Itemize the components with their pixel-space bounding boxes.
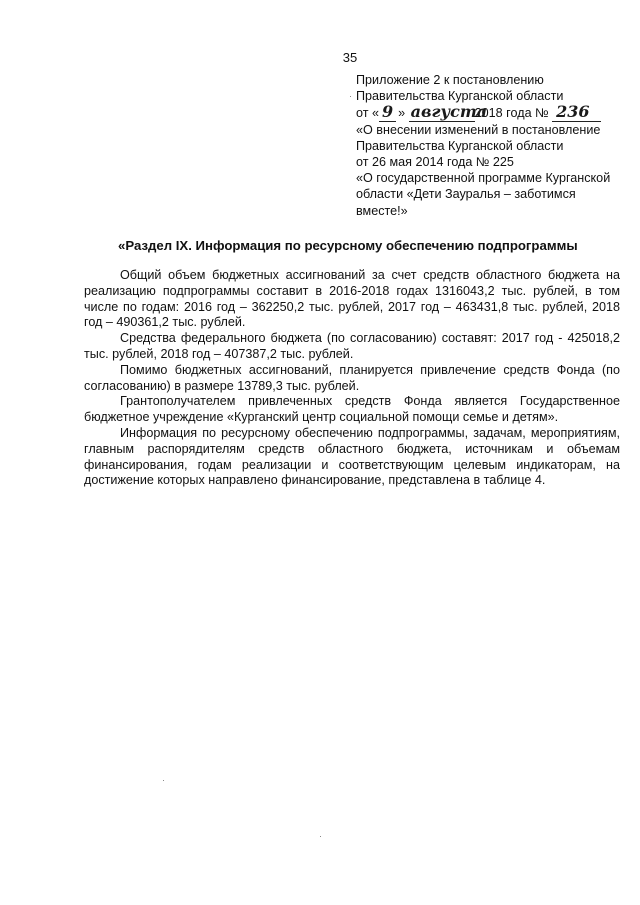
handwritten-month: августа [410, 102, 488, 122]
appendix-header [356, 72, 626, 219]
appendix-line-9: вместе!» [356, 203, 408, 218]
handwritten-day: 9 [379, 104, 396, 121]
handwritten-number: 236 [552, 104, 601, 121]
appendix-line-8: области «Дети Зауралья – заботимся [356, 187, 576, 202]
date-mid: » [398, 106, 406, 121]
section-title: «Раздел IX. Информация по ресурсному обеспечению подпрограммы [118, 238, 578, 253]
section-body [84, 268, 620, 489]
date-year: 2018 года № [474, 106, 549, 121]
appendix-line-4: «О внесении изменений в постановление [356, 122, 601, 137]
paragraph-total-budget: Общий объем бюджетных ассигнований за счет средств областного бюджета на реализацию подпрограммы составит в 2016-2018 годах 1316043,2 тыс. рублей, в том числе по годам: 2016 год – 362250,2 тыс. рублей, 2017 год – 463431,8 тыс. рублей, 2018 год – 490361,2 тыс. рублей. [84, 268, 620, 330]
date-prefix: от « [356, 106, 379, 121]
paragraph-fund: Помимо бюджетных ассигнований, планируется привлечение средств Фонда (по согласованию) в размере 13789,3 тыс. рублей. [84, 362, 620, 393]
scan-speck [320, 836, 321, 837]
appendix-date-line [356, 104, 626, 121]
appendix-line-1: Приложение 2 к постановлению [356, 73, 544, 87]
page-number: 35 [342, 50, 358, 65]
scan-speck [350, 96, 351, 97]
appendix-line-2: Правительства Курганской области [356, 89, 564, 104]
paragraph-table-reference: Информация по ресурсному обеспечению подпрограммы, задачам, мероприятиям, главным распорядителям средств областного бюджета, источникам и объемам финансирования, годам реализации и соответствующим целевым индикаторам, на достижение которых направлено финансирование, представлена в таблице 4. [84, 425, 620, 488]
appendix-line-6: от 26 мая 2014 года № 225 [356, 155, 514, 170]
appendix-line-7: «О государственной программе Курганской [356, 171, 611, 186]
appendix-line-5: Правительства Курганской области [356, 138, 564, 153]
paragraph-federal-budget: Средства федерального бюджета (по согласованию) составят: 2017 год - 425018,2 тыс. рублей, 2018 год – 407387,2 тыс. рублей. [84, 331, 620, 361]
scan-speck [163, 780, 164, 781]
paragraph-grant-recipient: Грантополучателем привлеченных средств Фонда является Государственное бюджетное учреждение «Курганский центр социальной помощи семье и детям». [84, 394, 620, 425]
